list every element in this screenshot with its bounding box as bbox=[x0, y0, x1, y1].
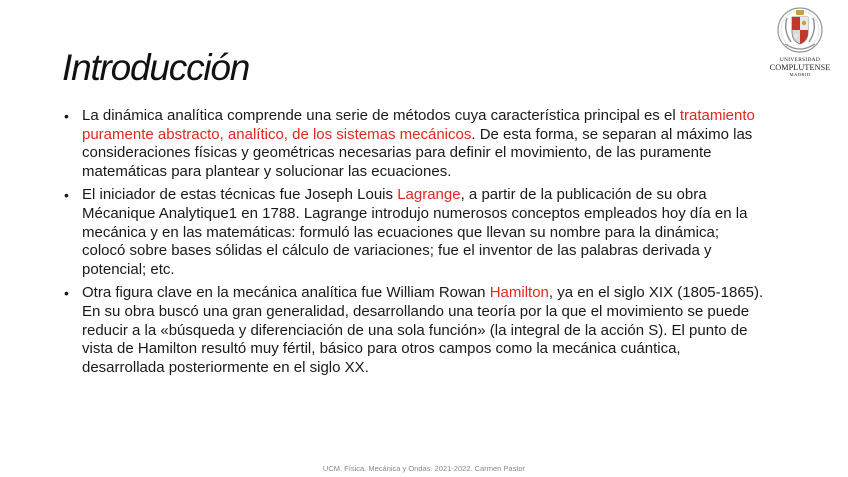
bullet-text: , ya en el siglo XIX (1805-1865). En su obra buscó una gran generalidad, desarrollando una teoría por la que el movimiento se puede reducir a la «búsqueda y diferenciación de una sola función» (la integral de la acción S). El punto de vista de Hamilton resultó muy fértil, básico para otros campos como la mecánica cuántica, desarrollada posteriormente en el siglo XX. bbox=[82, 284, 764, 376]
bullet-item bbox=[64, 107, 764, 181]
bullet-highlight: Hamilton bbox=[489, 284, 549, 302]
bullet-list bbox=[64, 107, 764, 382]
slide-title: Introducción bbox=[62, 47, 250, 88]
bullet-text: . De esta forma, se separan al máximo las consideraciones físicas y geométricas necesarias para definir el movimiento, de las puramente matemáticas para plantear y solucionar las ecuaciones. bbox=[82, 125, 753, 180]
bullet-text: Otra figura clave en la mecánica analítica fue William Rowan bbox=[82, 284, 490, 302]
bullet-highlight: Lagrange bbox=[397, 186, 461, 204]
bullet-text: , a partir de la publicación de su obra Mécanique Analytique1 en 1788. Lagrange introdujo numerosos conceptos empleados hoy día en la mecánica y en las matemáticas: formuló las ecuaciones que llevan su nombre para la dinámica; colocó sobre bases sólidas el cálculo de variaciones; fue el inventor de las palabras derivada y potencial; etc. bbox=[82, 186, 748, 278]
logo-line-complutense: COMPLUTENSE bbox=[769, 63, 831, 72]
logo-line-universidad: UNIVERSIDAD bbox=[779, 57, 821, 63]
bullet-highlight: tratamiento puramente abstracto, analítico, de los sistemas mecánicos bbox=[82, 107, 755, 143]
bullet-text: La dinámica analítica comprende una serie de métodos cuya característica principal es el bbox=[82, 107, 680, 124]
bullet-item bbox=[64, 284, 764, 377]
university-logo bbox=[768, 4, 832, 84]
bullet-text: El iniciador de estas técnicas fue Joseph Louis bbox=[82, 186, 398, 204]
logo-line-madrid: MADRID bbox=[789, 72, 811, 77]
bullet-icon: • bbox=[64, 187, 69, 204]
crest-icon bbox=[777, 4, 823, 56]
bullet-icon: • bbox=[64, 285, 69, 302]
bullet-item bbox=[64, 186, 764, 279]
slide-footer: UCM. Física. Mecánica y Ondas. 2021-2022. Carmen Pastor bbox=[322, 464, 526, 473]
bullet-icon: • bbox=[64, 108, 69, 124]
